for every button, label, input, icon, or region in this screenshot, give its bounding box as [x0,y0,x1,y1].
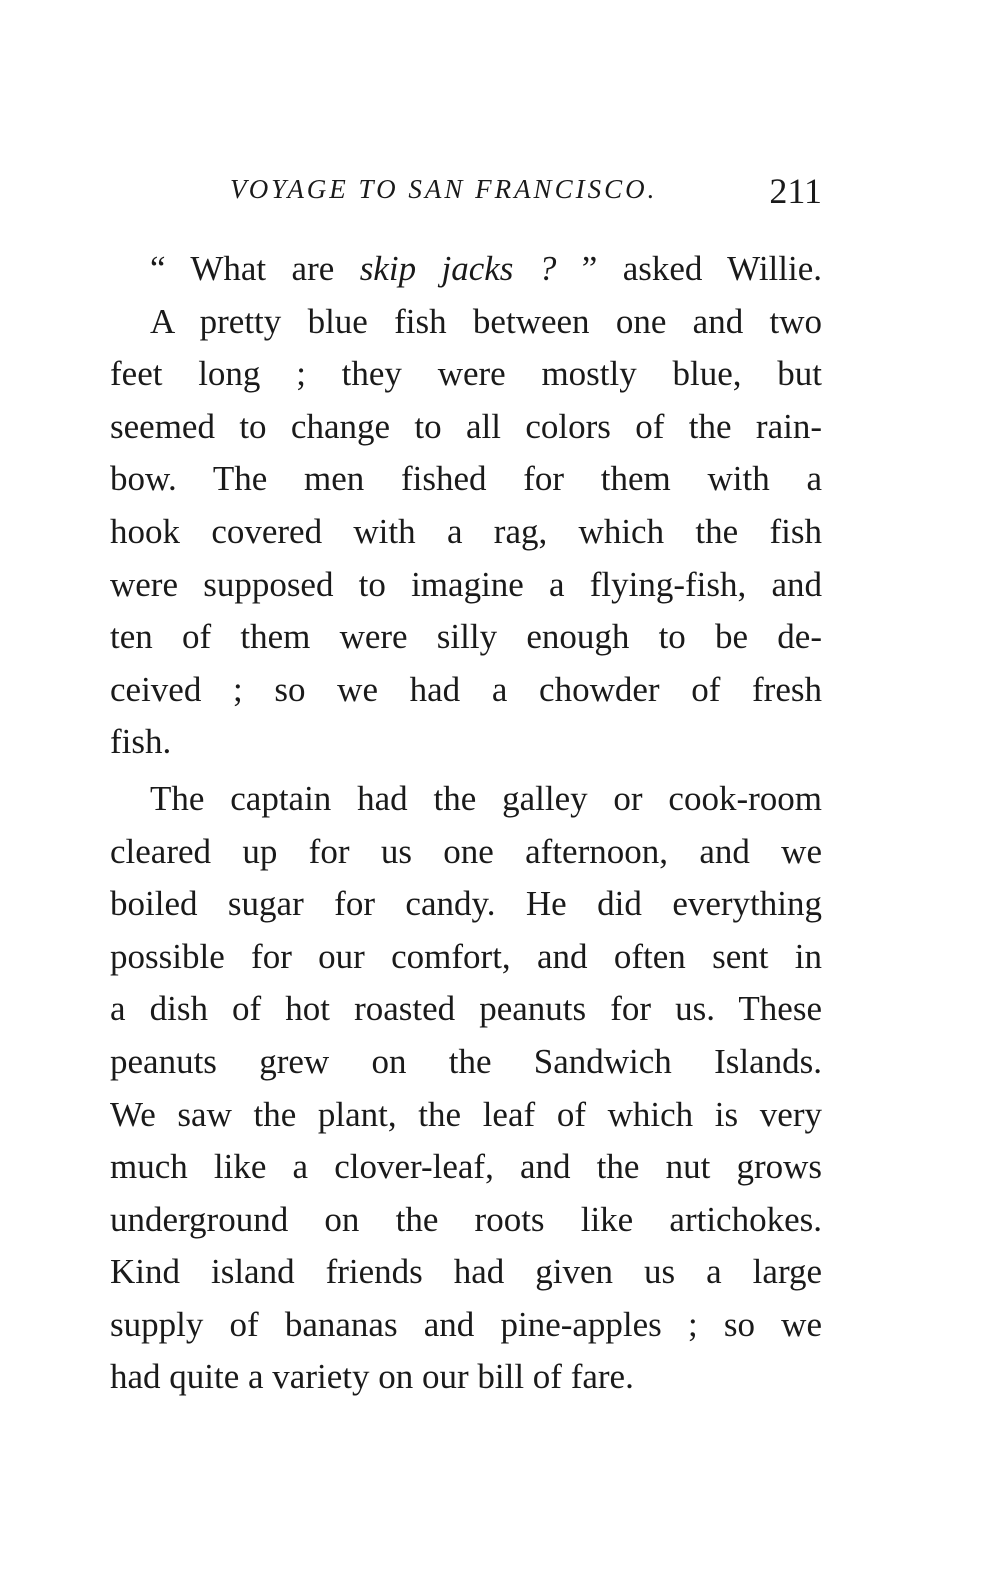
paragraph-3 [110,773,822,1404]
paragraph-line: cleared up for us one afternoon, and we [110,831,822,871]
paragraph-line: seemed to change to all colors of the rain- [110,406,822,446]
quote-open-text: “ What are [150,249,360,288]
paragraph-line: bow. The men fished for them with a [110,459,822,499]
paragraph-line: The captain had the galley or cook-room [150,778,822,818]
paragraph-2 [110,296,822,769]
paragraph-line: fish. [110,722,172,762]
italic-term: skip jacks ? [359,249,557,288]
paragraph-line: possible for our comfort, and often sent in [110,936,822,976]
paragraph-line: peanuts grew on the Sandwich Islands. [110,1041,822,1081]
paragraph-line: We saw the plant, the leaf of which is very [110,1094,822,1134]
paragraph-line: supply of bananas and pine-apples ; so we [110,1304,822,1344]
paragraph-line: A pretty blue fish between one and two [150,301,822,341]
paragraph-line: hook covered with a rag, which the fish [110,511,822,551]
paragraph-line: much like a clover-leaf, and the nut grows [110,1147,822,1187]
paragraph-line: ten of them were silly enough to be de- [110,617,822,657]
quote-close-text: ” asked Willie. [556,249,822,288]
page-number: 211 [769,171,822,211]
paragraph-line: a dish of hot roasted peanuts for us. These [110,989,822,1029]
paragraph-line: boiled sugar for candy. He did everything [110,884,822,924]
paragraph-line: had quite a variety on our bill of fare. [110,1357,634,1397]
running-head [110,170,822,214]
paragraph-1-line [110,243,822,296]
body-text [110,243,822,1404]
paragraph-line: Kind island friends had given us a large [110,1252,822,1292]
running-head-title: VOYAGE TO SAN FRANCISCO. [230,174,658,204]
paragraph-line: were supposed to imagine a flying-fish, and [110,564,822,604]
paragraph-line: feet long ; they were mostly blue, but [110,354,822,394]
paragraph-line: underground on the roots like artichokes. [110,1199,822,1239]
paragraph-line: ceived ; so we had a chowder of fresh [110,669,822,709]
